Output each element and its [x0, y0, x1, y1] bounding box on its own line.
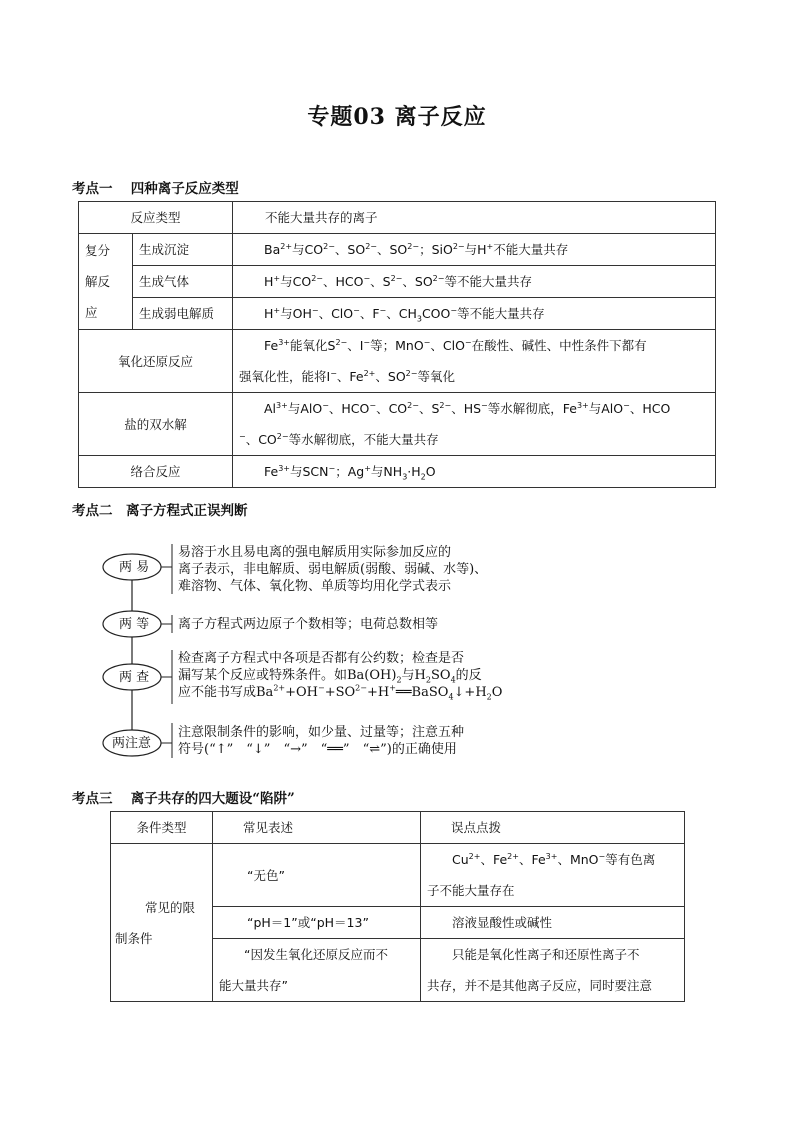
node-two-equal: 两 等	[119, 617, 150, 632]
page-title: 专题03 离子反应	[307, 104, 487, 130]
node3-text: 检查离子方程式中各项是否都有公约数；检查是否 漏写某个反应或特殊条件。如$Ba(OH)_2$与$H_2SO_4$的反 应不能书写成$Ba^{2+}+OH^-+SO^{2-}+H^+══BaSO_4↓+H_2O$	[178, 651, 503, 702]
section3-heading: 考点三 离子共存的四大题设“陷阱”	[72, 791, 295, 807]
desc-precipitate: $Ba^{2+}$与$CO^{2-}$、$SO^{2-}$、$SO^{2-}$；SiO$^{2-}$与H+不能大量共存	[233, 234, 716, 266]
expr-redox: “因发生氧化还原反应而不 能大量共存”	[213, 939, 421, 1002]
type-complex: 络合反应	[79, 456, 233, 488]
type-double-hydrolysis: 盐的双水解	[79, 393, 233, 456]
desc-redox: $Fe^{3+}$能氧化$S^{2-}$、I−等；MnO−、ClO−在酸性、碱性、中性条件下都有 强氧化性，能将I−、$Fe^{2+}$、$SO^{2-}$等氧化	[233, 330, 716, 393]
section1-heading: 考点一 四种离子反应类型	[72, 181, 239, 197]
ion-coexistence-traps-table	[110, 811, 685, 1002]
node4-text: 注意限制条件的影响，如少量、过量等；注意五种 符号(“↑” “↓” “→” “══” “⇌”)的正确使用	[178, 725, 465, 757]
desc-weak-electrolyte: H+与OH−、ClO−、F−、$CH_3COO^-$等不能大量共存	[233, 298, 716, 330]
tip-ph: 溶液显酸性或碱性	[421, 907, 685, 939]
desc-double-hydrolysis: $Al^{3+}$与AlO−、HCO−、$CO^{2-}$、$S^{2-}$、HS−等水解彻底，$Fe^{3+}$与AlO−、HCO −、$CO^{2-}$等水解彻底，不能大量共存	[233, 393, 716, 456]
type-precipitate: 生成沉淀	[133, 234, 233, 266]
section2-heading: 考点二 离子方程式正误判断	[72, 503, 248, 519]
node-two-check: 两 查	[119, 670, 150, 685]
ionic-equation-diagram	[100, 538, 503, 768]
node-two-easy: 两 易	[119, 560, 150, 575]
metathesis-label: 复分 解反 应	[79, 234, 133, 330]
node-two-attention: 两注意	[112, 736, 152, 751]
desc-complex: $Fe^{3+}$与SCN−；Ag+与$NH_3\cdot H_2O$	[233, 456, 716, 488]
header-tips: 误点点拨	[421, 812, 685, 844]
desc-gas: H+与$CO^{2-}$、HCO−、$S^{2-}$、$SO^{2-}$等不能大量共存	[233, 266, 716, 298]
type-redox: 氧化还原反应	[79, 330, 233, 393]
header-incompatible-ions: 不能大量共存的离子	[233, 202, 716, 234]
ion-reaction-types-table	[78, 201, 716, 488]
node1-text: 易溶于水且易电离的强电解质用实际参加反应的 离子表示，非电解质、弱电解质(弱酸、弱碱、水等)、 难溶物、气体、氧化物、单质等均用化学式表示	[178, 545, 488, 594]
expr-colorless: “无色”	[213, 844, 421, 907]
tip-redox: 只能是氧化性离子和还原性离子不 共存，并不是其他离子反应，同时要注意	[421, 939, 685, 1002]
header-condition-type: 条件类型	[111, 812, 213, 844]
group-common-limits: 常见的限 制条件	[111, 844, 213, 1002]
header-reaction-type: 反应类型	[79, 202, 233, 234]
tip-colorless: $Cu^{2+}$、$Fe^{2+}$、$Fe^{3+}$、MnO−等有色离 子不能大量存在	[421, 844, 685, 907]
type-weak-electrolyte: 生成弱电解质	[133, 298, 233, 330]
header-common-expression: 常见表述	[213, 812, 421, 844]
node2-text: 离子方程式两边原子个数相等；电荷总数相等	[178, 617, 439, 632]
type-gas: 生成气体	[133, 266, 233, 298]
expr-ph: “pH＝1”或“pH＝13”	[213, 907, 421, 939]
